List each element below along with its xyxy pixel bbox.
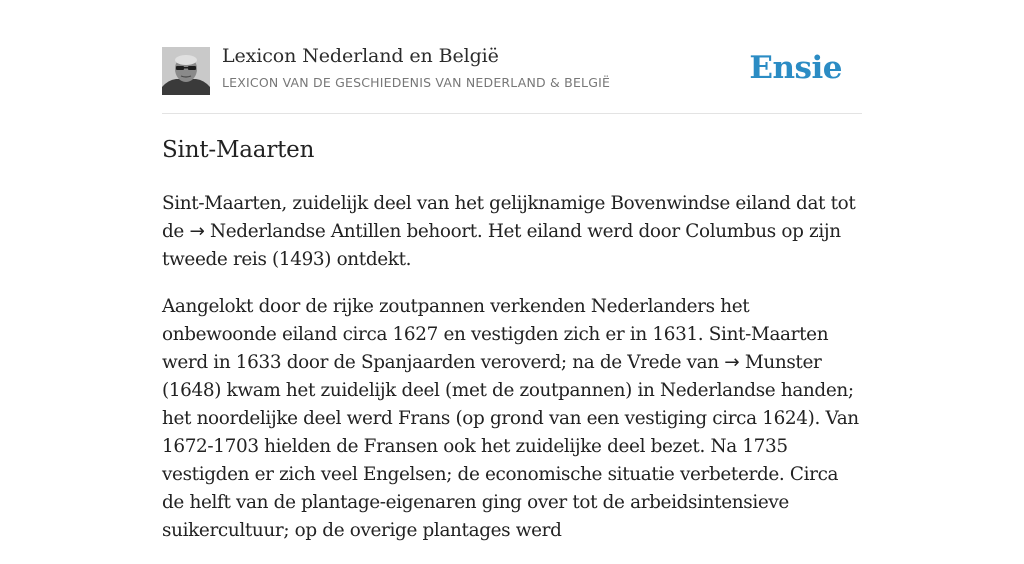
author-avatar[interactable] bbox=[162, 47, 210, 95]
paragraph-text: (1648) kwam het zuidelijk deel (met de zoutpannen) in Nederlandse handen; het noordelijke deel werd Frans (op grond van een vestiging circa 1624). Van 1672-1703 hielden de Fransen ook het zuidelijke deel bezet. Na 1735 vestigden er zich veel Engelsen; de economische situatie verbeterde. Circa de helft van de plantage-eigenaren ging over tot de arbeidsintensieve suikercultuur; op de overige plantages werd bbox=[162, 380, 859, 541]
paragraph-text: Sint-Maarten, zuidelijk deel van het gelijknamige Bovenwindse eiland dat tot de bbox=[162, 193, 856, 242]
xref-label: Nederlandse Antillen bbox=[210, 221, 401, 242]
xref-nederlandse-antillen[interactable] bbox=[189, 221, 401, 242]
xref-munster[interactable] bbox=[724, 352, 821, 373]
page-container bbox=[162, 0, 862, 541]
paragraph-text: behoort. Het eiland werd door Columbus op zijn tweede reis (1493) ontdekt. bbox=[162, 221, 841, 270]
ensie-logo-link[interactable]: Ensie bbox=[749, 50, 842, 86]
arrow-right-icon: → bbox=[724, 352, 740, 373]
paragraph-text: Aangelokt door de rijke zoutpannen verkenden Nederlanders het onbewoonde eiland circa 1627 en vestigden zich er in 1631. Sint-Maarten werd in 1633 door de Spanjaarden veroverd; na de Vrede van bbox=[162, 296, 829, 373]
article-body bbox=[162, 190, 862, 564]
page-title: Sint-Maarten bbox=[162, 137, 315, 163]
paragraph-2 bbox=[162, 293, 862, 545]
lexicon-subtitle: LEXICON VAN DE GESCHIEDENIS VAN NEDERLAND & BELGIË bbox=[222, 75, 611, 90]
xref-label: Munster bbox=[744, 352, 822, 373]
author-portrait-icon bbox=[162, 47, 210, 95]
lexicon-title[interactable]: Lexicon Nederland en België bbox=[222, 45, 499, 67]
header bbox=[162, 0, 862, 114]
paragraph-1 bbox=[162, 190, 862, 274]
arrow-right-icon: → bbox=[189, 221, 205, 242]
